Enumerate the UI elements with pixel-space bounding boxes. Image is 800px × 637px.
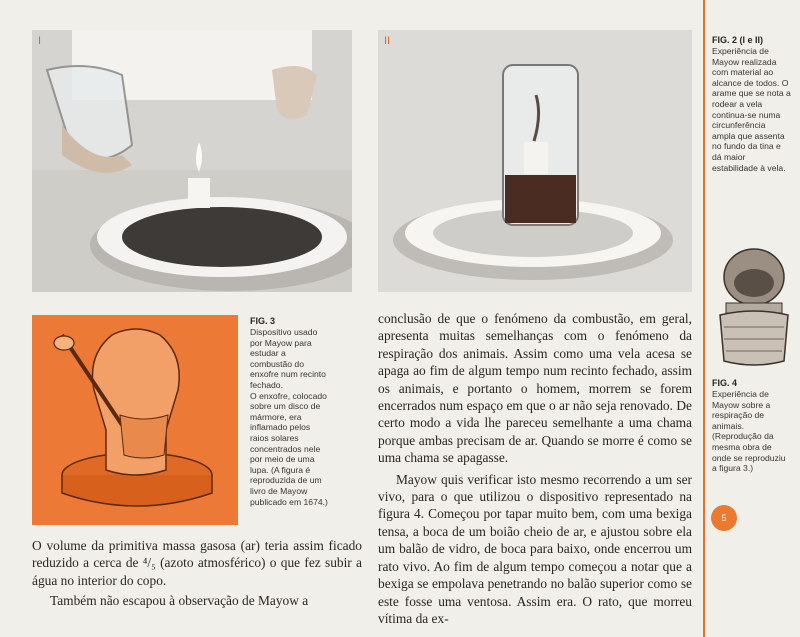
candle-beaker-illustration bbox=[32, 30, 352, 292]
caption-line: enxofre num recinto bbox=[250, 369, 326, 380]
page-number-badge: 5 bbox=[711, 505, 737, 531]
caption-line: alcance de todos. O bbox=[712, 77, 789, 88]
caption-line: inflamado pelos bbox=[250, 422, 311, 433]
caption-line: por Mayow para bbox=[250, 337, 312, 348]
caption-line: Experiência de bbox=[712, 46, 769, 56]
caption-line: no fundo da tina e bbox=[712, 141, 781, 152]
caption-line: Dispositivo usado bbox=[250, 327, 318, 337]
caption-line: dá maior bbox=[712, 151, 746, 162]
caption-line: arame que se nota a bbox=[712, 88, 791, 99]
caption-line: publicado em 1674.) bbox=[250, 496, 328, 507]
caption-line: rodear a vela bbox=[712, 98, 763, 109]
caption-line: concentrados nele bbox=[250, 443, 321, 454]
caption-line: ampla que assenta bbox=[712, 130, 785, 141]
figure2-caption-title: FIG. 2 (I e II) bbox=[712, 35, 764, 45]
caption-line: Experiência de bbox=[712, 389, 769, 399]
caption-line: com material ao bbox=[712, 67, 774, 78]
candle-bell-jar-illustration bbox=[378, 30, 692, 292]
right-text-column bbox=[378, 310, 692, 627]
caption-line: por meio de uma bbox=[250, 454, 315, 465]
sulfur-combustion-apparatus-illustration bbox=[32, 315, 238, 525]
caption-line: continua-se numa bbox=[712, 109, 781, 120]
figure2-caption-text bbox=[712, 46, 798, 173]
caption-line: Mayow realizada bbox=[712, 56, 777, 67]
figure2-panel1-label: I bbox=[38, 35, 42, 47]
caption-line: sobre um disco de bbox=[250, 401, 321, 412]
caption-line: animais. bbox=[712, 420, 744, 431]
figure4-caption-title: FIG. 4 bbox=[712, 378, 738, 388]
caption-line: mármore, era bbox=[250, 411, 302, 422]
figure3-caption-text bbox=[250, 327, 360, 507]
caption-line: Mayow sobre a bbox=[712, 399, 771, 410]
body-paragraph: Também não escapou à observação de Mayow a bbox=[50, 593, 309, 609]
figure3-caption-title: FIG. 3 bbox=[250, 316, 276, 326]
mouse-jar-illustration bbox=[710, 245, 798, 370]
caption-line: circunferência bbox=[712, 120, 766, 131]
body-paragraph: conclusão de que o fenómeno da combustão, em geral, apresenta muitas semelhanças com o fenómeno da respiração dos animais. Assim como uma vela acesa se apaga ao fim de algum tempo num recinto fechado, assim os animais, e portanto o homem, morrem se forem encerrados num espaço em que o ar não seja renovado. De certo modo a vida lhe pareceu semelhante a uma chama porque ambas precisam de ar. Quando se morre é como se uma chama se apagasse. bbox=[378, 311, 692, 466]
figure4-caption-text bbox=[712, 389, 798, 474]
caption-line: livro de Mayow bbox=[250, 485, 308, 496]
figure2-panel1-photo bbox=[32, 30, 352, 292]
body-paragraph: O volume da primitiva massa gasosa (ar) teria assim ficado reduzido a cerca de ⁴/₅ (azoto atmosférico) o que fez subir a água no interior do copo. bbox=[32, 538, 362, 588]
sidebar-divider bbox=[703, 0, 705, 637]
caption-line: respiração de bbox=[712, 410, 765, 421]
figure3-caption bbox=[250, 316, 360, 507]
figure3-illustration bbox=[32, 315, 238, 525]
caption-line: raios solares bbox=[250, 432, 299, 443]
caption-line: a figura 3.) bbox=[712, 463, 754, 474]
left-text-column bbox=[32, 537, 362, 610]
caption-line: O enxofre, colocado bbox=[250, 390, 327, 401]
figure2-panel2-label: II bbox=[384, 35, 391, 47]
figure2-caption bbox=[712, 35, 798, 173]
caption-line: fechado. bbox=[250, 379, 283, 390]
caption-line: (Reprodução da bbox=[712, 431, 774, 442]
caption-line: estabilidade à vela. bbox=[712, 162, 786, 173]
caption-line: onde se reproduziu bbox=[712, 452, 786, 463]
caption-line: reproduzida de um bbox=[250, 475, 322, 486]
caption-line: mesma obra de bbox=[712, 441, 772, 452]
body-paragraph: Mayow quis verificar isto mesmo recorrendo a um ser vivo, para o que utilizou o dispositivo representado na figura 4. Começou por tapar muito bem, com uma bexiga tensa, a boca de um boião cheio de ar, e ajustou sobre ela um balão de vidro, de boca para baixo, onde encerrou um rato vivo. Ao fim de algum tempo começou a notar que a bexiga se empolava penetrando no balão superior como se este fosse uma ventosa. Assim era. O rato, que morreu vítima da ex- bbox=[378, 471, 692, 626]
figure4-caption bbox=[712, 378, 798, 474]
figure4-illustration bbox=[710, 245, 798, 370]
caption-line: lupa. (A figura é bbox=[250, 464, 311, 475]
figure2-panel2-photo bbox=[378, 30, 692, 292]
caption-line: estudar a bbox=[250, 348, 286, 359]
caption-line: combustão do bbox=[250, 358, 304, 369]
